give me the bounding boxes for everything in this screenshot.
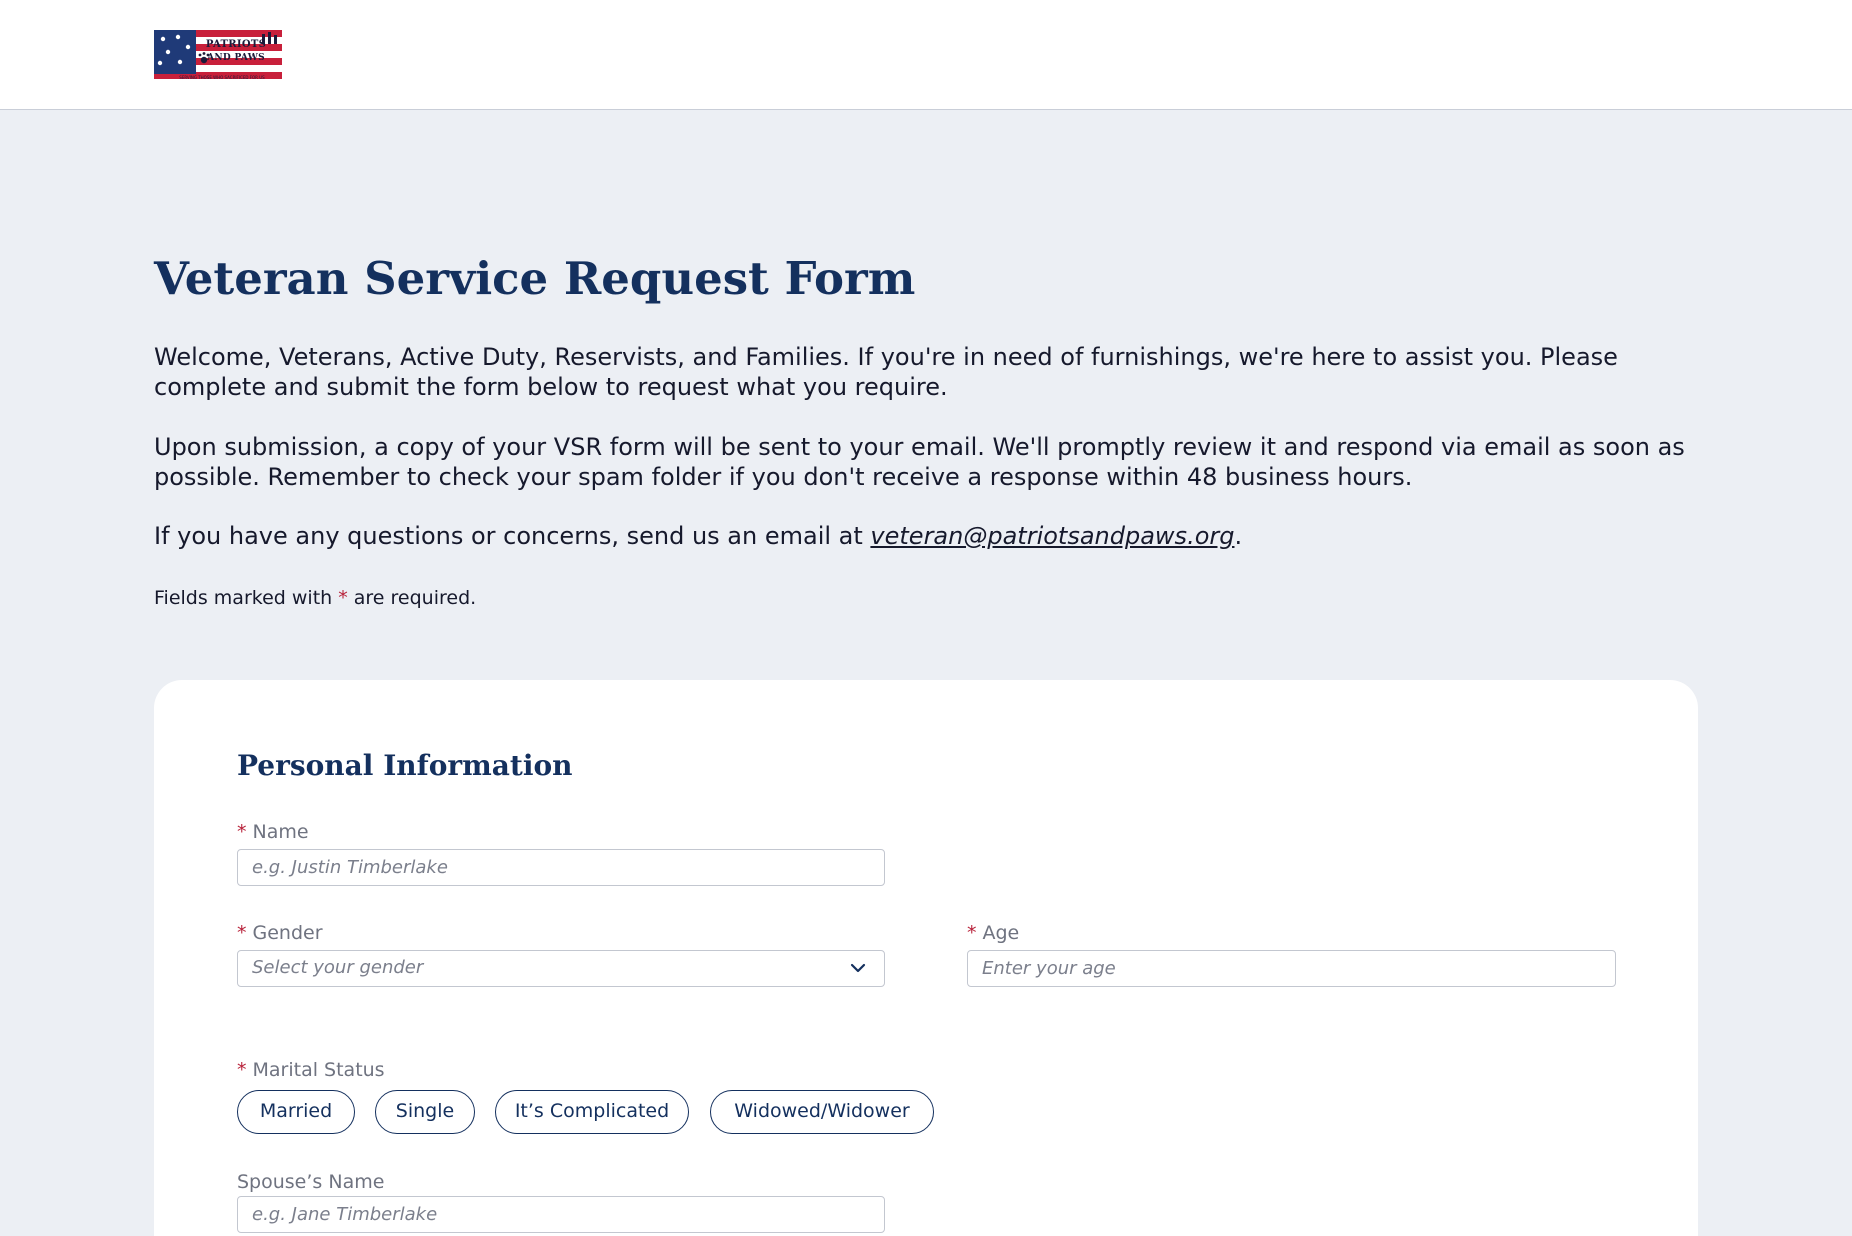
name-label-text: Name [252,821,309,843]
age-input[interactable] [967,950,1616,987]
form-card [154,680,1698,1236]
marital-status-label-text: Marital Status [252,1059,385,1081]
logo-tagline: SERVING THOSE WHO SACRIFICED FOR US [179,75,265,80]
required-note-suffix: are required. [347,587,477,609]
contact-prefix: If you have any questions or concerns, send us an email at [154,522,871,550]
name-label [237,820,309,844]
contact-email-link[interactable]: veteran@patriotsandpaws.org [870,522,1235,550]
name-input[interactable] [237,849,885,886]
marital-option-married[interactable]: Married [237,1090,355,1134]
marital-status-label [237,1058,385,1082]
age-label-text: Age [982,922,1020,944]
required-star: * [338,587,348,609]
intro-paragraph-contact [154,521,1714,551]
contact-suffix: . [1234,522,1243,550]
intro-paragraph-submission: Upon submission, a copy of your VSR form will be sent to your email. We'll promptly review it and respond via email as soon as possible. Remember to check your spam folder if you don't receive a response within 48 business hours. [154,433,1685,491]
required-star: * [967,922,977,944]
gender-select-placeholder: Select your gender [252,957,424,978]
marital-option-widowed-widower[interactable]: Widowed/Widower [710,1090,934,1134]
gender-label [237,921,323,945]
marital-option-single[interactable]: Single [375,1090,475,1134]
page-title: Veteran Service Request Form [154,252,916,305]
age-label [967,921,1019,945]
gender-label-text: Gender [252,922,323,944]
required-note-prefix: Fields marked with [154,587,339,609]
section-title-personal-information: Personal Information [237,749,573,782]
logo-line-2: AND PAWS [207,53,265,63]
intro-paragraph-welcome: Welcome, Veterans, Active Duty, Reservists, and Families. If you're in need of furnishings, we're here to assist you. Please complete and submit the form below to request what you require. [154,343,1618,401]
required-fields-note [154,586,476,610]
marital-option-its-complicated[interactable]: It’s Complicated [495,1090,689,1134]
spouse-name-label: Spouse’s Name [237,1171,385,1193]
required-star: * [237,922,247,944]
required-star: * [237,821,247,843]
gender-select[interactable] [237,950,885,987]
chevron-down-icon [850,962,866,974]
logo-line-1: PATRIOTS [205,39,267,50]
top-navigation-bar [0,0,1852,110]
patriots-and-paws-logo[interactable] [154,30,282,83]
logo-wordmark [190,39,282,64]
required-star: * [237,1059,247,1081]
spouse-name-input[interactable] [237,1196,885,1233]
